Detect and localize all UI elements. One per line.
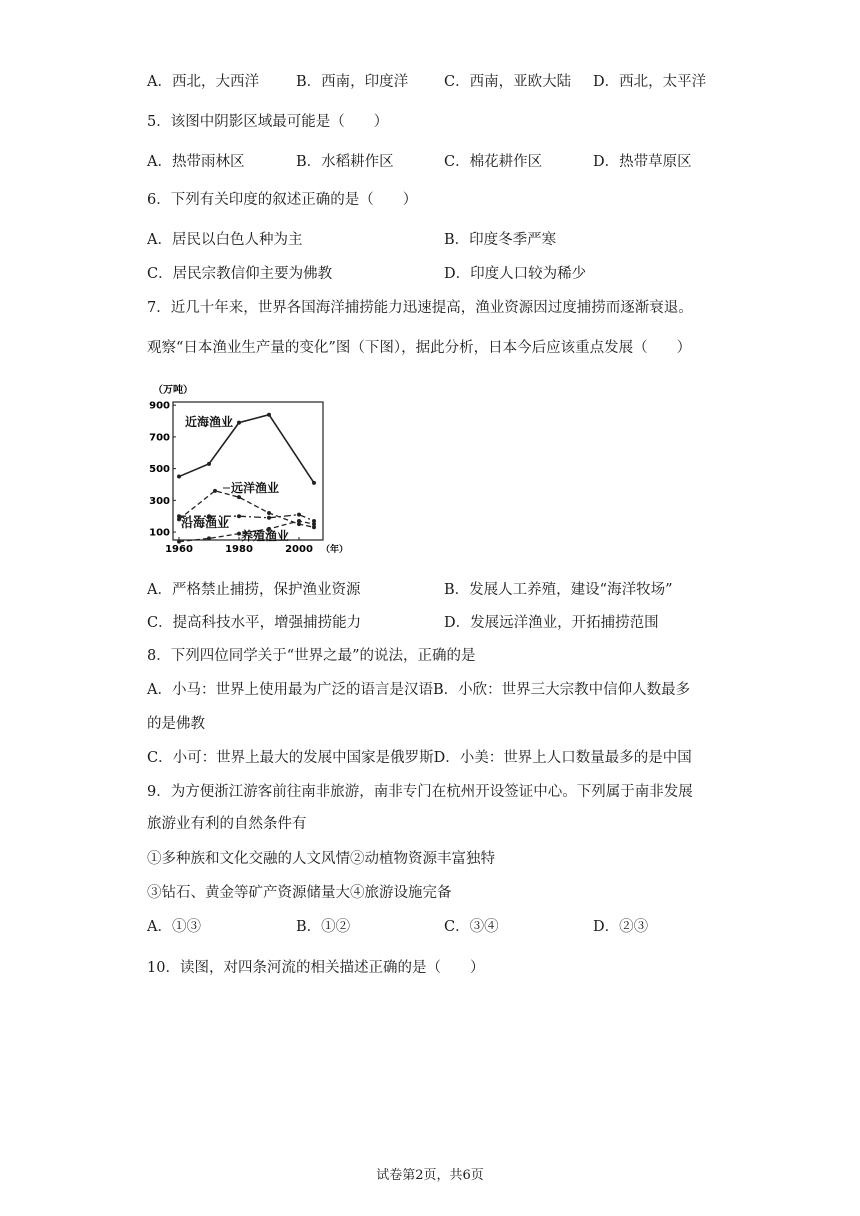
series-point-0 bbox=[237, 421, 241, 425]
q7-stem-line2: 观察“日本渔业生产量的变化”图（下图），据此分析，日本今后应该重点发展（ ） bbox=[147, 340, 692, 356]
x-tick-label: 1960 bbox=[165, 544, 193, 555]
q9-items-line2: ③钻石、黄金等矿产资源储量大④旅游设施完备 bbox=[147, 885, 452, 901]
series-point-1 bbox=[267, 511, 271, 515]
y-tick-label: 100 bbox=[149, 527, 170, 539]
series-point-2 bbox=[237, 514, 241, 518]
x-tick-label: 1980 bbox=[225, 544, 253, 555]
series-point-0 bbox=[312, 481, 316, 485]
q6-stem: 6．下列有关印度的叙述正确的是（ ） bbox=[147, 192, 418, 208]
series-point-0 bbox=[207, 462, 211, 466]
q9-option-d[interactable]: D．②③ bbox=[593, 919, 649, 935]
q9-option-c[interactable]: C．③④ bbox=[444, 919, 499, 935]
q9-stem-line1: 9．为方便浙江游客前往南非旅游，南非专门在杭州开设签证中心。下列属于南非发展 bbox=[147, 784, 693, 800]
q8-line3[interactable]: C．小可：世界上最大的发展中国家是俄罗斯D．小美：世界上人口数量最多的是中国 bbox=[147, 750, 692, 766]
q5-option-d[interactable]: D．热带草原区 bbox=[593, 154, 692, 170]
series-label-3: 养殖渔业 bbox=[241, 529, 290, 543]
q7-stem-line1: 7．近几十年来，世界各国海洋捕捞能力迅速提高，渔业资源因过度捕捞而逐渐衰退。 bbox=[147, 300, 693, 316]
series-point-2 bbox=[297, 513, 301, 517]
q8-stem: 8．下列四位同学关于“世界之最”的说法，正确的是 bbox=[147, 648, 476, 664]
q4-option-d[interactable]: D．西北，太平洋 bbox=[593, 74, 707, 90]
q8-line2: 的是佛教 bbox=[147, 716, 205, 732]
q7-option-a[interactable]: A．严格禁止捕捞，保护渔业资源 bbox=[147, 582, 361, 598]
y-tick-label: 900 bbox=[149, 400, 170, 412]
series-point-1 bbox=[237, 495, 241, 499]
series-point-1 bbox=[213, 489, 217, 493]
q4-option-b[interactable]: B．西南，印度洋 bbox=[296, 74, 409, 90]
q6-option-a[interactable]: A．居民以白色人种为主 bbox=[147, 232, 303, 248]
series-point-0 bbox=[177, 475, 181, 479]
series-label-2: 沿海渔业 bbox=[181, 516, 230, 530]
series-label-1: 远洋渔业 bbox=[231, 481, 280, 495]
q9-option-a[interactable]: A．①③ bbox=[147, 919, 201, 935]
series-point-3 bbox=[297, 519, 301, 523]
series-point-0 bbox=[267, 413, 271, 417]
series-label-0: 近海渔业 bbox=[185, 415, 234, 429]
q9-option-b[interactable]: B．①② bbox=[296, 919, 351, 935]
q7-option-b[interactable]: B．发展人工养殖，建设“海洋牧场” bbox=[444, 582, 673, 598]
q4-option-c[interactable]: C．西南，亚欧大陆 bbox=[444, 74, 572, 90]
q7-option-c[interactable]: C．提高科技水平，增强捕捞能力 bbox=[147, 615, 362, 631]
q9-stem-line2: 旅游业有利的自然条件有 bbox=[147, 816, 307, 832]
y-tick-label: 700 bbox=[149, 432, 170, 444]
q6-option-b[interactable]: B．印度冬季严寒 bbox=[444, 232, 557, 248]
series-point-3 bbox=[207, 536, 211, 540]
q4-option-a[interactable]: A．西北，大西洋 bbox=[147, 74, 259, 90]
q8-line1[interactable]: A．小马：世界上使用最为广泛的语言是汉语B．小欣：世界三大宗教中信仰人数最多 bbox=[147, 682, 691, 698]
y-tick-label: 300 bbox=[149, 495, 170, 507]
q5-option-b[interactable]: B．水稻耕作区 bbox=[296, 154, 394, 170]
x-unit-label: （年） bbox=[321, 545, 349, 555]
chart-unit-label: （万吨） bbox=[153, 385, 193, 396]
y-tick-label: 500 bbox=[149, 464, 170, 476]
q7-option-d[interactable]: D．发展远洋渔业，开拓捕捞范围 bbox=[444, 615, 659, 631]
japan-fishery-chart bbox=[143, 382, 349, 560]
series-point-3 bbox=[312, 522, 316, 526]
q5-option-a[interactable]: A．热带雨林区 bbox=[147, 154, 245, 170]
q6-option-d[interactable]: D．印度人口较为稀少 bbox=[444, 266, 587, 282]
q9-items-line1: ①多种族和文化交融的人文风情②动植物资源丰富独特 bbox=[147, 851, 495, 867]
page-footer: 试卷第2页，共6页 bbox=[376, 1168, 484, 1183]
x-tick-label: 2000 bbox=[285, 544, 313, 555]
q5-option-c[interactable]: C．棉花耕作区 bbox=[444, 154, 543, 170]
series-point-3 bbox=[177, 540, 181, 544]
q6-option-c[interactable]: C．居民宗教信仰主要为佛教 bbox=[147, 266, 333, 282]
series-point-2 bbox=[267, 516, 271, 520]
q5-stem: 5．该图中阴影区域最可能是（ ） bbox=[147, 114, 389, 130]
q10-stem: 10．读图，对四条河流的相关描述正确的是（ ） bbox=[147, 960, 485, 976]
